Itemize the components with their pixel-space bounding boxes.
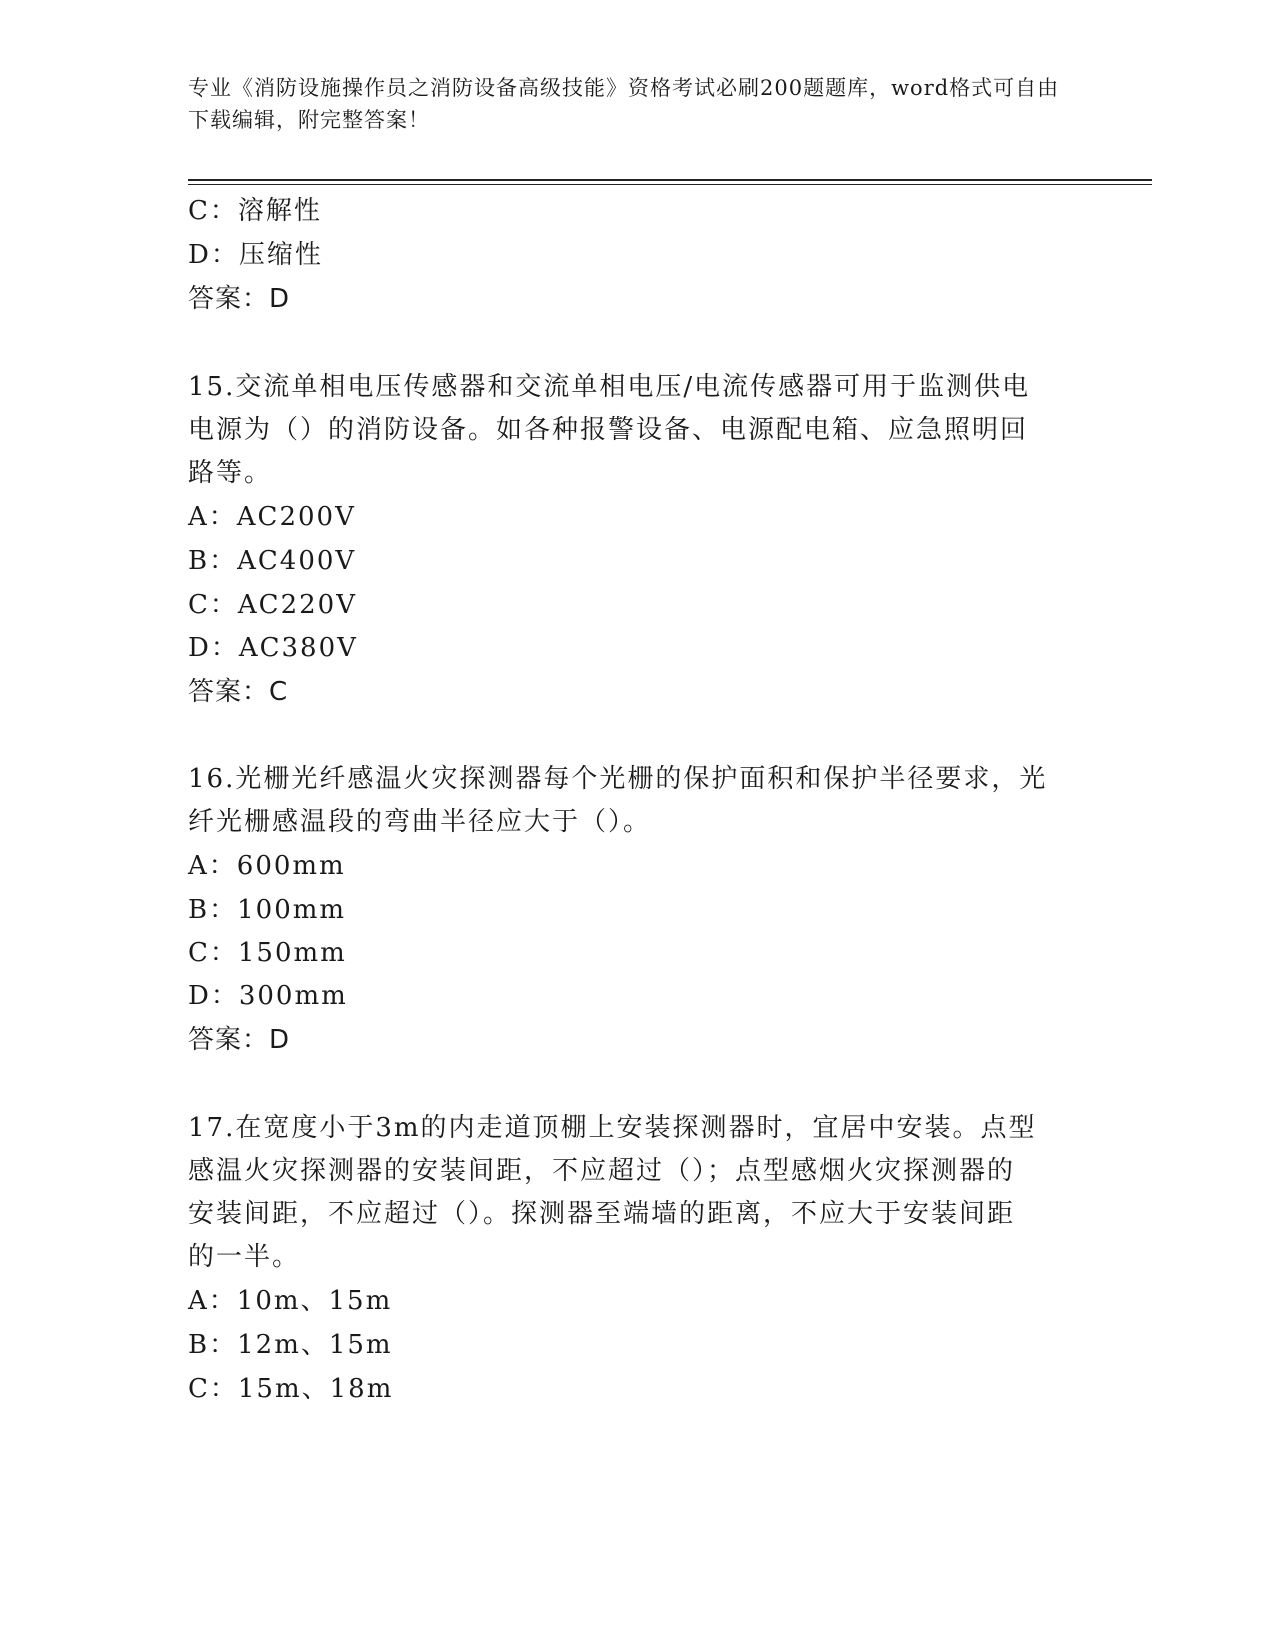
header-rule-thin: [188, 184, 1152, 185]
q17-option-a: A：10m、15m: [188, 1286, 393, 1316]
header-rule-thick: [188, 179, 1152, 181]
q14-option-d: D：压缩性: [188, 240, 323, 270]
q17-stem-line-3: 安装间距，不应超过（）。探测器至端墙的距离，不应大于安装间距: [188, 1199, 1016, 1229]
q15-stem-line-1: 15.交流单相电压传感器和交流单相电压/电流传感器可用于监测供电: [188, 372, 1031, 402]
q16-option-b: B：100mm: [188, 895, 347, 925]
q14-option-c: C：溶解性: [188, 196, 322, 226]
q17-option-c: C：15m、18m: [188, 1374, 394, 1404]
q16-stem-line-1: 16.光栅光纤感温火灾探测器每个光栅的保护面积和保护半径要求，光: [188, 764, 1048, 794]
q15-answer: 答案：C: [188, 677, 289, 707]
document-header: 专业《消防设施操作员之消防设备高级技能》资格考试必刷200题题库，word格式可自由下载编辑，附完整答案！: [188, 76, 1060, 132]
q16-stem-line-2: 纤光栅感温段的弯曲半径应大于（）。: [188, 807, 652, 837]
q16-option-c: C：150mm: [188, 938, 347, 968]
q14-answer: 答案：D: [188, 284, 291, 314]
q15-stem-line-2: 电源为（）的消防设备。如各种报警设备、电源配电箱、应急照明回: [188, 415, 1029, 445]
q16-answer: 答案：D: [188, 1025, 291, 1055]
q17-option-b: B：12m、15m: [188, 1330, 393, 1360]
q17-stem-line-4: 的一半。: [188, 1242, 301, 1272]
q17-stem-line-1: 17.在宽度小于3m的内走道顶棚上安装探测器时，宜居中安装。点型: [188, 1113, 1037, 1143]
q15-option-b: B：AC400V: [188, 546, 357, 576]
q16-option-d: D：300mm: [188, 981, 348, 1011]
q15-option-c: C：AC220V: [188, 590, 357, 620]
q15-option-a: A：AC200V: [188, 502, 356, 532]
q15-option-d: D：AC380V: [188, 633, 358, 663]
q16-option-a: A：600mm: [188, 851, 346, 881]
q15-stem-line-3: 路等。: [188, 458, 273, 488]
q17-stem-line-2: 感温火灾探测器的安装间距，不应超过（）；点型感烟火灾探测器的: [188, 1156, 1016, 1186]
